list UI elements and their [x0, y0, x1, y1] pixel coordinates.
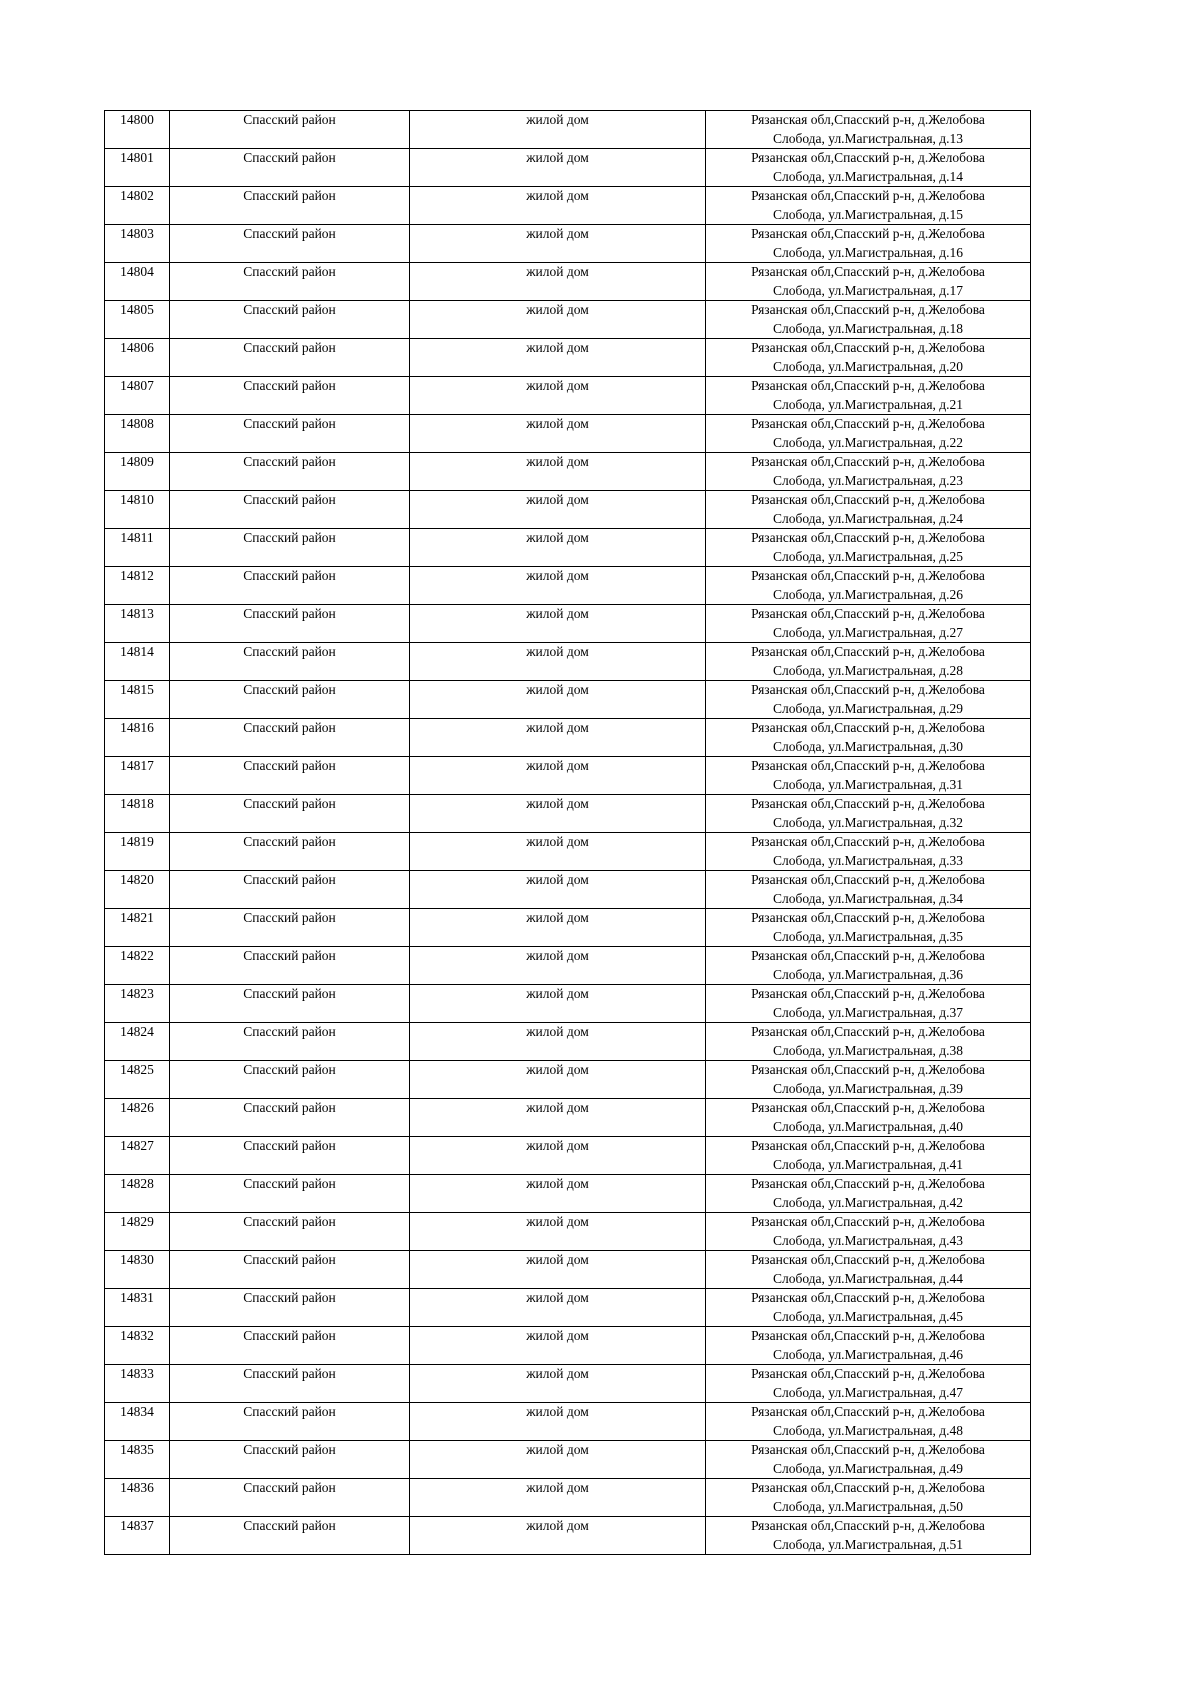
table-row: [105, 415, 1031, 453]
address-line-2: Слобода, ул.Магистральная, д.14: [772, 168, 964, 184]
district-cell: Спасский район: [170, 1061, 410, 1099]
address-line-2: Слобода, ул.Магистральная, д.27: [772, 624, 964, 640]
table-row: [105, 453, 1031, 491]
object-type-cell: жилой дом: [410, 263, 706, 301]
address-cell: [706, 947, 1031, 985]
district-cell: Спасский район: [170, 187, 410, 225]
address-line-2: Слобода, ул.Магистральная, д.39: [772, 1080, 964, 1096]
address-cell: [706, 1023, 1031, 1061]
object-type-cell: жилой дом: [410, 643, 706, 681]
address-line-1: Рязанская обл,Спасский р-н, д.Желобова: [751, 1100, 985, 1115]
address-line-2: Слобода, ул.Магистральная, д.16: [772, 244, 964, 260]
district-cell: Спасский район: [170, 947, 410, 985]
row-number-cell: 14814: [105, 643, 170, 681]
district-cell: Спасский район: [170, 719, 410, 757]
district-cell: Спасский район: [170, 1479, 410, 1517]
district-cell: Спасский район: [170, 681, 410, 719]
district-cell: Спасский район: [170, 1213, 410, 1251]
row-number-cell: 14822: [105, 947, 170, 985]
address-line-1: Рязанская обл,Спасский р-н, д.Желобова: [751, 758, 985, 773]
table-row: [105, 909, 1031, 947]
table-row: [105, 643, 1031, 681]
table-row: [105, 1023, 1031, 1061]
address-line-2: Слобода, ул.Магистральная, д.20: [772, 358, 964, 374]
district-cell: Спасский район: [170, 1289, 410, 1327]
address-line-1: Рязанская обл,Спасский р-н, д.Желобова: [751, 720, 985, 735]
address-cell: [706, 339, 1031, 377]
row-number-cell: 14820: [105, 871, 170, 909]
object-type-cell: жилой дом: [410, 719, 706, 757]
address-cell: [706, 453, 1031, 491]
district-cell: Спасский район: [170, 491, 410, 529]
address-line-1: Рязанская обл,Спасский р-н, д.Желобова: [751, 1442, 985, 1457]
row-number-cell: 14813: [105, 605, 170, 643]
table-row: [105, 111, 1031, 149]
table-row: [105, 985, 1031, 1023]
object-type-cell: жилой дом: [410, 453, 706, 491]
row-number-cell: 14802: [105, 187, 170, 225]
address-cell: [706, 187, 1031, 225]
row-number-cell: 14832: [105, 1327, 170, 1365]
object-type-cell: жилой дом: [410, 909, 706, 947]
object-type-cell: жилой дом: [410, 301, 706, 339]
table-row: [105, 225, 1031, 263]
registry-table-body: [105, 111, 1031, 1555]
address-line-2: Слобода, ул.Магистральная, д.22: [772, 434, 964, 450]
table-row: [105, 1365, 1031, 1403]
table-row: [105, 187, 1031, 225]
object-type-cell: жилой дом: [410, 415, 706, 453]
district-cell: Спасский район: [170, 1251, 410, 1289]
table-row: [105, 491, 1031, 529]
district-cell: Спасский район: [170, 1175, 410, 1213]
address-cell: [706, 1213, 1031, 1251]
object-type-cell: жилой дом: [410, 681, 706, 719]
object-type-cell: жилой дом: [410, 1441, 706, 1479]
address-line-2: Слобода, ул.Магистральная, д.49: [772, 1460, 964, 1476]
address-cell: [706, 1517, 1031, 1555]
row-number-cell: 14821: [105, 909, 170, 947]
address-line-1: Рязанская обл,Спасский р-н, д.Желобова: [751, 188, 985, 203]
address-cell: [706, 225, 1031, 263]
district-cell: Спасский район: [170, 1365, 410, 1403]
address-cell: [706, 1137, 1031, 1175]
address-line-2: Слобода, ул.Магистральная, д.13: [772, 130, 964, 146]
table-row: [105, 1137, 1031, 1175]
table-row: [105, 1289, 1031, 1327]
address-line-1: Рязанская обл,Спасский р-н, д.Желобова: [751, 1214, 985, 1229]
address-cell: [706, 985, 1031, 1023]
object-type-cell: жилой дом: [410, 1327, 706, 1365]
row-number-cell: 14826: [105, 1099, 170, 1137]
table-row: [105, 301, 1031, 339]
address-line-1: Рязанская обл,Спасский р-н, д.Желобова: [751, 264, 985, 279]
address-cell: [706, 377, 1031, 415]
row-number-cell: 14818: [105, 795, 170, 833]
row-number-cell: 14828: [105, 1175, 170, 1213]
address-line-1: Рязанская обл,Спасский р-н, д.Желобова: [751, 1404, 985, 1419]
row-number-cell: 14805: [105, 301, 170, 339]
address-line-2: Слобода, ул.Магистральная, д.35: [772, 928, 964, 944]
address-cell: [706, 567, 1031, 605]
table-row: [105, 263, 1031, 301]
row-number-cell: 14811: [105, 529, 170, 567]
table-row: [105, 1251, 1031, 1289]
table-row: [105, 795, 1031, 833]
object-type-cell: жилой дом: [410, 1365, 706, 1403]
object-type-cell: жилой дом: [410, 187, 706, 225]
address-line-2: Слобода, ул.Магистральная, д.37: [772, 1004, 964, 1020]
table-row: [105, 1213, 1031, 1251]
object-type-cell: жилой дом: [410, 947, 706, 985]
object-type-cell: жилой дом: [410, 871, 706, 909]
object-type-cell: жилой дом: [410, 1403, 706, 1441]
row-number-cell: 14829: [105, 1213, 170, 1251]
address-cell: [706, 1479, 1031, 1517]
object-type-cell: жилой дом: [410, 1213, 706, 1251]
address-cell: [706, 833, 1031, 871]
object-type-cell: жилой дом: [410, 339, 706, 377]
address-line-2: Слобода, ул.Магистральная, д.46: [772, 1346, 964, 1362]
object-type-cell: жилой дом: [410, 1479, 706, 1517]
address-cell: [706, 111, 1031, 149]
district-cell: Спасский район: [170, 1327, 410, 1365]
object-type-cell: жилой дом: [410, 1289, 706, 1327]
district-cell: Спасский район: [170, 453, 410, 491]
address-cell: [706, 149, 1031, 187]
address-line-2: Слобода, ул.Магистральная, д.48: [772, 1422, 964, 1438]
address-line-2: Слобода, ул.Магистральная, д.30: [772, 738, 964, 754]
address-cell: [706, 1175, 1031, 1213]
district-cell: Спасский район: [170, 1023, 410, 1061]
district-cell: Спасский район: [170, 985, 410, 1023]
row-number-cell: 14800: [105, 111, 170, 149]
address-cell: [706, 871, 1031, 909]
district-cell: Спасский район: [170, 757, 410, 795]
address-line-2: Слобода, ул.Магистральная, д.34: [772, 890, 964, 906]
address-line-1: Рязанская обл,Спасский р-н, д.Желобова: [751, 340, 985, 355]
table-row: [105, 1061, 1031, 1099]
address-cell: [706, 643, 1031, 681]
address-line-1: Рязанская обл,Спасский р-н, д.Желобова: [751, 1518, 985, 1533]
object-type-cell: жилой дом: [410, 377, 706, 415]
address-cell: [706, 719, 1031, 757]
district-cell: Спасский район: [170, 1441, 410, 1479]
address-line-1: Рязанская обл,Спасский р-н, д.Желобова: [751, 1062, 985, 1077]
address-line-1: Рязанская обл,Спасский р-н, д.Желобова: [751, 1328, 985, 1343]
row-number-cell: 14834: [105, 1403, 170, 1441]
address-line-2: Слобода, ул.Магистральная, д.38: [772, 1042, 964, 1058]
object-type-cell: жилой дом: [410, 1251, 706, 1289]
address-line-1: Рязанская обл,Спасский р-н, д.Желобова: [751, 492, 985, 507]
address-line-2: Слобода, ул.Магистральная, д.42: [772, 1194, 964, 1210]
address-cell: [706, 1441, 1031, 1479]
table-row: [105, 1403, 1031, 1441]
row-number-cell: 14825: [105, 1061, 170, 1099]
row-number-cell: 14803: [105, 225, 170, 263]
district-cell: Спасский район: [170, 643, 410, 681]
object-type-cell: жилой дом: [410, 757, 706, 795]
district-cell: Спасский район: [170, 871, 410, 909]
row-number-cell: 14801: [105, 149, 170, 187]
row-number-cell: 14812: [105, 567, 170, 605]
object-type-cell: жилой дом: [410, 491, 706, 529]
table-row: [105, 1175, 1031, 1213]
address-line-2: Слобода, ул.Магистральная, д.15: [772, 206, 964, 222]
row-number-cell: 14815: [105, 681, 170, 719]
table-row: [105, 871, 1031, 909]
address-cell: [706, 529, 1031, 567]
address-line-1: Рязанская обл,Спасский р-н, д.Желобова: [751, 530, 985, 545]
address-cell: [706, 1061, 1031, 1099]
row-number-cell: 14836: [105, 1479, 170, 1517]
address-line-2: Слобода, ул.Магистральная, д.47: [772, 1384, 964, 1400]
object-type-cell: жилой дом: [410, 225, 706, 263]
address-line-2: Слобода, ул.Магистральная, д.25: [772, 548, 964, 564]
table-row: [105, 1479, 1031, 1517]
district-cell: Спасский район: [170, 415, 410, 453]
object-type-cell: жилой дом: [410, 1099, 706, 1137]
address-cell: [706, 1289, 1031, 1327]
address-line-2: Слобода, ул.Магистральная, д.45: [772, 1308, 964, 1324]
address-cell: [706, 605, 1031, 643]
row-number-cell: 14824: [105, 1023, 170, 1061]
address-cell: [706, 909, 1031, 947]
address-line-1: Рязанская обл,Спасский р-н, д.Желобова: [751, 112, 985, 127]
district-cell: Спасский район: [170, 1403, 410, 1441]
address-line-2: Слобода, ул.Магистральная, д.31: [772, 776, 964, 792]
registry-table: [104, 110, 1031, 1555]
address-line-1: Рязанская обл,Спасский р-н, д.Желобова: [751, 378, 985, 393]
district-cell: Спасский район: [170, 339, 410, 377]
district-cell: Спасский район: [170, 111, 410, 149]
address-line-1: Рязанская обл,Спасский р-н, д.Желобова: [751, 606, 985, 621]
row-number-cell: 14835: [105, 1441, 170, 1479]
row-number-cell: 14833: [105, 1365, 170, 1403]
address-line-2: Слобода, ул.Магистральная, д.43: [772, 1232, 964, 1248]
address-line-1: Рязанская обл,Спасский р-н, д.Желобова: [751, 568, 985, 583]
address-line-2: Слобода, ул.Магистральная, д.50: [772, 1498, 964, 1514]
object-type-cell: жилой дом: [410, 111, 706, 149]
address-line-2: Слобода, ул.Магистральная, д.36: [772, 966, 964, 982]
table-row: [105, 567, 1031, 605]
address-line-2: Слобода, ул.Магистральная, д.23: [772, 472, 964, 488]
district-cell: Спасский район: [170, 833, 410, 871]
address-line-1: Рязанская обл,Спасский р-н, д.Желобова: [751, 948, 985, 963]
table-row: [105, 339, 1031, 377]
row-number-cell: 14837: [105, 1517, 170, 1555]
address-cell: [706, 1403, 1031, 1441]
address-line-2: Слобода, ул.Магистральная, д.21: [772, 396, 964, 412]
address-cell: [706, 491, 1031, 529]
table-row: [105, 605, 1031, 643]
row-number-cell: 14816: [105, 719, 170, 757]
address-line-2: Слобода, ул.Магистральная, д.33: [772, 852, 964, 868]
table-row: [105, 1441, 1031, 1479]
address-line-1: Рязанская обл,Спасский р-н, д.Желобова: [751, 1366, 985, 1381]
table-row: [105, 681, 1031, 719]
table-row: [105, 947, 1031, 985]
address-line-2: Слобода, ул.Магистральная, д.32: [772, 814, 964, 830]
object-type-cell: жилой дом: [410, 833, 706, 871]
table-row: [105, 1517, 1031, 1555]
address-cell: [706, 1365, 1031, 1403]
address-line-1: Рязанская обл,Спасский р-н, д.Желобова: [751, 1480, 985, 1495]
address-cell: [706, 1251, 1031, 1289]
object-type-cell: жилой дом: [410, 1023, 706, 1061]
address-line-1: Рязанская обл,Спасский р-н, д.Желобова: [751, 1252, 985, 1267]
address-line-1: Рязанская обл,Спасский р-н, д.Желобова: [751, 302, 985, 317]
object-type-cell: жилой дом: [410, 529, 706, 567]
address-line-1: Рязанская обл,Спасский р-н, д.Желобова: [751, 872, 985, 887]
table-row: [105, 149, 1031, 187]
table-row: [105, 833, 1031, 871]
address-cell: [706, 1327, 1031, 1365]
address-line-1: Рязанская обл,Спасский р-н, д.Желобова: [751, 1024, 985, 1039]
district-cell: Спасский район: [170, 225, 410, 263]
address-cell: [706, 415, 1031, 453]
address-line-2: Слобода, ул.Магистральная, д.26: [772, 586, 964, 602]
district-cell: Спасский район: [170, 377, 410, 415]
district-cell: Спасский район: [170, 795, 410, 833]
row-number-cell: 14807: [105, 377, 170, 415]
object-type-cell: жилой дом: [410, 1137, 706, 1175]
district-cell: Спасский район: [170, 149, 410, 187]
district-cell: Спасский район: [170, 605, 410, 643]
object-type-cell: жилой дом: [410, 567, 706, 605]
address-line-2: Слобода, ул.Магистральная, д.29: [772, 700, 964, 716]
address-cell: [706, 263, 1031, 301]
district-cell: Спасский район: [170, 909, 410, 947]
address-line-1: Рязанская обл,Спасский р-н, д.Желобова: [751, 682, 985, 697]
address-cell: [706, 301, 1031, 339]
row-number-cell: 14830: [105, 1251, 170, 1289]
object-type-cell: жилой дом: [410, 985, 706, 1023]
row-number-cell: 14806: [105, 339, 170, 377]
address-line-2: Слобода, ул.Магистральная, д.41: [772, 1156, 964, 1172]
object-type-cell: жилой дом: [410, 605, 706, 643]
row-number-cell: 14827: [105, 1137, 170, 1175]
row-number-cell: 14819: [105, 833, 170, 871]
object-type-cell: жилой дом: [410, 149, 706, 187]
object-type-cell: жилой дом: [410, 795, 706, 833]
district-cell: Спасский район: [170, 301, 410, 339]
address-line-2: Слобода, ул.Магистральная, д.18: [772, 320, 964, 336]
address-line-2: Слобода, ул.Магистральная, д.28: [772, 662, 964, 678]
address-cell: [706, 795, 1031, 833]
address-line-1: Рязанская обл,Спасский р-н, д.Желобова: [751, 910, 985, 925]
row-number-cell: 14823: [105, 985, 170, 1023]
row-number-cell: 14831: [105, 1289, 170, 1327]
address-line-1: Рязанская обл,Спасский р-н, д.Желобова: [751, 454, 985, 469]
table-row: [105, 1327, 1031, 1365]
table-row: [105, 529, 1031, 567]
district-cell: Спасский район: [170, 529, 410, 567]
row-number-cell: 14804: [105, 263, 170, 301]
table-row: [105, 1099, 1031, 1137]
address-line-2: Слобода, ул.Магистральная, д.17: [772, 282, 964, 298]
address-line-1: Рязанская обл,Спасский р-н, д.Желобова: [751, 416, 985, 431]
object-type-cell: жилой дом: [410, 1175, 706, 1213]
address-line-1: Рязанская обл,Спасский р-н, д.Желобова: [751, 1176, 985, 1191]
table-row: [105, 757, 1031, 795]
address-line-2: Слобода, ул.Магистральная, д.40: [772, 1118, 964, 1134]
row-number-cell: 14817: [105, 757, 170, 795]
district-cell: Спасский район: [170, 567, 410, 605]
address-cell: [706, 681, 1031, 719]
address-line-1: Рязанская обл,Спасский р-н, д.Желобова: [751, 1290, 985, 1305]
address-cell: [706, 757, 1031, 795]
address-line-1: Рязанская обл,Спасский р-н, д.Желобова: [751, 150, 985, 165]
address-line-2: Слобода, ул.Магистральная, д.24: [772, 510, 964, 526]
address-line-1: Рязанская обл,Спасский р-н, д.Желобова: [751, 834, 985, 849]
district-cell: Спасский район: [170, 1517, 410, 1555]
address-line-1: Рязанская обл,Спасский р-н, д.Желобова: [751, 226, 985, 241]
row-number-cell: 14808: [105, 415, 170, 453]
address-line-1: Рязанская обл,Спасский р-н, д.Желобова: [751, 644, 985, 659]
address-line-1: Рязанская обл,Спасский р-н, д.Желобова: [751, 796, 985, 811]
address-line-2: Слобода, ул.Магистральная, д.44: [772, 1270, 964, 1286]
district-cell: Спасский район: [170, 1099, 410, 1137]
district-cell: Спасский район: [170, 1137, 410, 1175]
address-line-1: Рязанская обл,Спасский р-н, д.Желобова: [751, 986, 985, 1001]
table-row: [105, 377, 1031, 415]
table-row: [105, 719, 1031, 757]
row-number-cell: 14809: [105, 453, 170, 491]
address-cell: [706, 1099, 1031, 1137]
row-number-cell: 14810: [105, 491, 170, 529]
district-cell: Спасский район: [170, 263, 410, 301]
address-line-2: Слобода, ул.Магистральная, д.51: [772, 1536, 964, 1552]
object-type-cell: жилой дом: [410, 1061, 706, 1099]
address-line-1: Рязанская обл,Спасский р-н, д.Желобова: [751, 1138, 985, 1153]
object-type-cell: жилой дом: [410, 1517, 706, 1555]
